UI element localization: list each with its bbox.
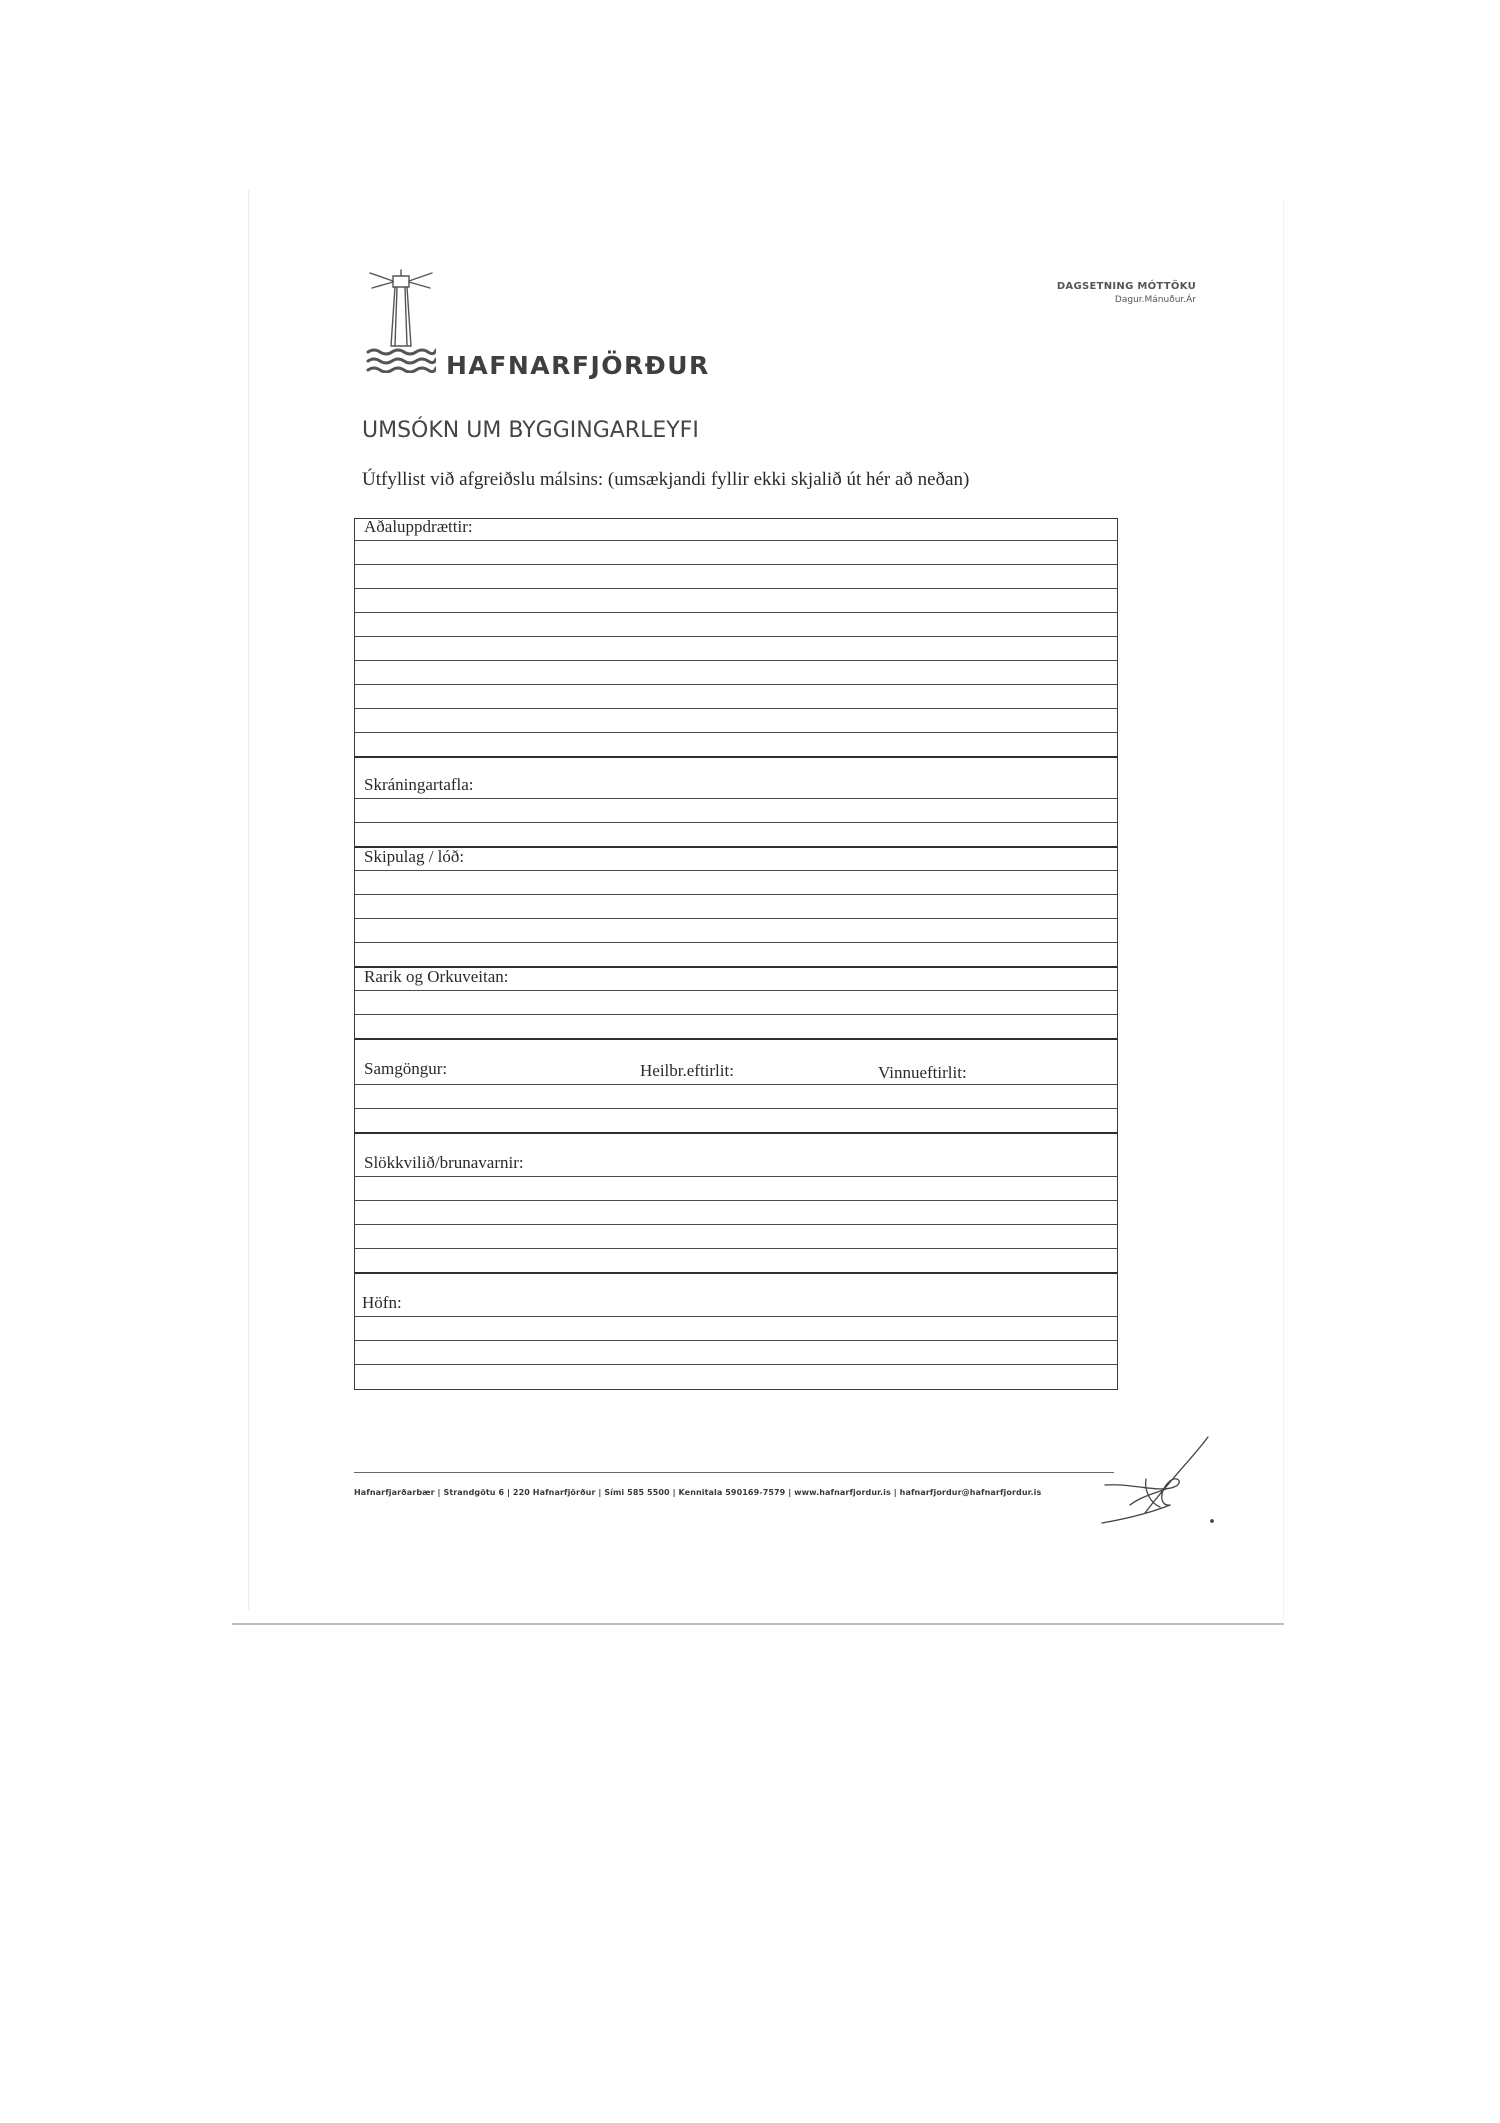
grid-line <box>354 1176 1118 1177</box>
label-hofn: Höfn: <box>362 1293 402 1312</box>
section-divider <box>354 1132 1118 1134</box>
section-divider <box>354 1272 1118 1274</box>
sheet-edge-bottom <box>232 1623 1284 1625</box>
footer-rule <box>354 1472 1114 1473</box>
label-samgongur: Samgöngur: <box>364 1059 448 1078</box>
grid-line <box>354 708 1118 709</box>
grid-line <box>354 798 1118 799</box>
brand-name: HAFNARFJÖRÐUR <box>446 351 710 380</box>
form-grid <box>354 518 1118 1390</box>
section-divider <box>354 756 1118 758</box>
sheet-edge-left <box>248 190 249 1610</box>
grid-line <box>354 918 1118 919</box>
label-rarik: Rarik og Orkuveitan: <box>364 967 509 986</box>
grid-line <box>354 1014 1118 1015</box>
grid-line <box>354 1084 1118 1085</box>
date-received-block <box>1057 280 1196 306</box>
handwritten-signature <box>1100 1435 1220 1530</box>
grid-line <box>354 990 1118 991</box>
label-slokkvilid: Slökkvilið/brunavarnir: <box>364 1153 524 1172</box>
form-instruction: Útfyllist við afgreiðslu málsins: (umsækjandi fyllir ekki skjalið út hér að neðan) <box>362 469 970 490</box>
label-vinnueftirlit: Vinnueftirlit: <box>878 1063 967 1082</box>
grid-line <box>354 870 1118 871</box>
footer-contact: Hafnarfjarðarbær | Strandgötu 6 | 220 Hafnarfjörður | Sími 585 5500 | Kennitala 590169-7579 | www.hafnarfjordur.is | hafnarfjordur@hafnarfjordur.is <box>354 1488 1042 1497</box>
form-title: UMSÓKN UM BYGGINGARLEYFI <box>362 418 699 443</box>
date-received-title: DAGSETNING MÓTTÖKU <box>1056 281 1196 292</box>
grid-line <box>354 588 1118 589</box>
grid-line <box>354 612 1118 613</box>
grid-line <box>354 1340 1118 1341</box>
grid-line <box>354 1224 1118 1225</box>
grid-line <box>354 636 1118 637</box>
date-received-format: Dagur.Mánuður.Ár <box>1114 294 1196 305</box>
grid-line <box>354 942 1118 943</box>
grid-line <box>354 1108 1118 1109</box>
grid-line <box>354 540 1118 541</box>
grid-line <box>354 1316 1118 1317</box>
section-divider <box>354 846 1118 848</box>
label-skraningartafla: Skráningartafla: <box>364 775 474 794</box>
lighthouse-icon <box>366 268 436 373</box>
grid-line <box>354 564 1118 565</box>
grid-line <box>354 1248 1118 1249</box>
label-heilbrigdiseftirlit: Heilbr.eftirlit: <box>640 1061 734 1080</box>
label-skipulag: Skipulag / lóð: <box>364 847 465 866</box>
grid-border <box>354 518 1118 1390</box>
grid-line <box>354 1364 1118 1365</box>
section-divider <box>354 1038 1118 1040</box>
grid-line <box>354 684 1118 685</box>
label-adaluppdraettir: Aðaluppdrættir: <box>364 517 473 536</box>
grid-line <box>354 1200 1118 1201</box>
grid-line <box>354 732 1118 733</box>
grid-line <box>354 660 1118 661</box>
grid-line <box>354 822 1118 823</box>
grid-line <box>354 894 1118 895</box>
sheet-edge-right <box>1283 200 1284 1620</box>
